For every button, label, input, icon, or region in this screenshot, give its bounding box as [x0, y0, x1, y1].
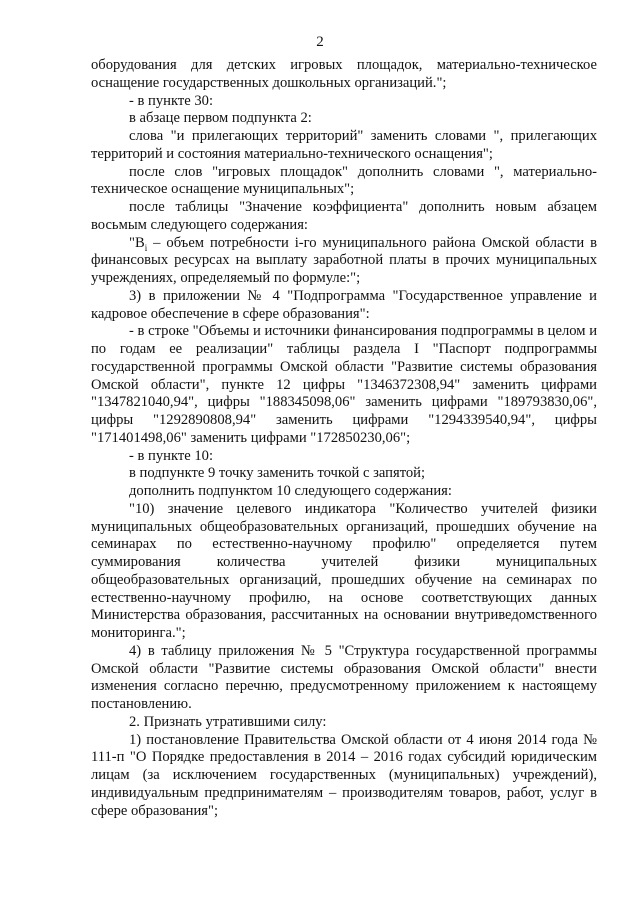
list-item-point-30: - в пункте 30: [129, 92, 214, 109]
paragraph-repeal-item-1: 1) постановление Правительства Омской области от 4 июня 2014 года № 111-п "О Порядке предоставления в 2014 – 2016 годах субсидий юридическим лицам (за исключением государственных (муниципальных) учреждений), индивидуальным предпринимателям – производителям товаров, работ, услуг в сфере образования"; [91, 731, 597, 819]
paragraph-add-subpoint-10: дополнить подпунктом 10 следующего содержания: [129, 483, 452, 499]
formula-subscript: i [144, 242, 148, 253]
paragraph-replace-words: слова "и прилегающих территорий" заменить словами ", прилегающих территорий и состояния материально-технического оснащения"; [91, 128, 597, 162]
paragraph-after-table: после таблицы "Значение коэффициента" дополнить новым абзацем восьмым следующего содержания: [91, 199, 597, 233]
paragraph-add-words: после слов "игровых площадок" дополнить словами ", материально-техническое оснащение муниципальных"; [91, 163, 597, 198]
paragraph-financing-row: - в строке "Объемы и источники финансирования подпрограммы в целом и по годам ее реализации" таблицы раздела I "Паспорт подпрограммы государственной программы Омской области "Развитие системы образования Омской области", пункте 12 цифры "1346372308,94" заменить цифрами "1347821040,94", цифры "188345098,06" заменить цифрами "189793830,06", цифры "1292890808,94" заменить цифрами "1294339540,94", цифры "171401498,06" заменить цифрами "172850230,06"; [91, 323, 597, 446]
paragraph-subpoint-9: в подпункте 9 точку заменить точкой с запятой; [129, 465, 426, 482]
page-number: 2 [316, 34, 324, 50]
paragraph-subpoint-2: в абзаце первом подпункта 2: [129, 110, 312, 127]
paragraph-indicator-definition: "10) значение целевого индикатора "Количество учителей физики муниципальных общеобразовательных организаций, прошедших обучение на семинарах по естественно-научному профилю" определяется путем суммирования количества учителей физики муниципальных общеобразовательных организаций, прошедших обучение на семинарах по естественно-научному профилю, на основе соответствующих данных Министерства образования, рассчитанных на основании внутриведомственного мониторинга."; [91, 500, 597, 641]
paragraph-appendix-5: 4) в таблицу приложения № 5 "Структура государственной программы Омской области "Развитие системы образования Омской области" внести изменения согласно перечню, предусмотренному приложением к настоящему постановлению. [91, 642, 597, 712]
paragraph-formula-definition [91, 235, 597, 288]
document-body [91, 57, 597, 820]
formula-text-post: – объем потребности i-го муниципального района Омской области в финансовых ресурсах на выплату заработной платы в прочих муниципальных учреждениях, определяемый по формуле:"; [91, 234, 597, 286]
paragraph-continuation: оборудования для детских игровых площадок, материально-техническое оснащение государственных дошкольных организаций."; [91, 57, 597, 91]
list-item-point-10: - в пункте 10: [129, 447, 214, 464]
formula-text-pre: "B [129, 234, 145, 251]
paragraph-appendix-4: 3) в приложении № 4 "Подпрограмма "Государственное управление и кадровое обеспечение в сфере образования": [91, 287, 597, 322]
paragraph-repeal-heading: 2. Признать утратившими силу: [129, 713, 327, 730]
